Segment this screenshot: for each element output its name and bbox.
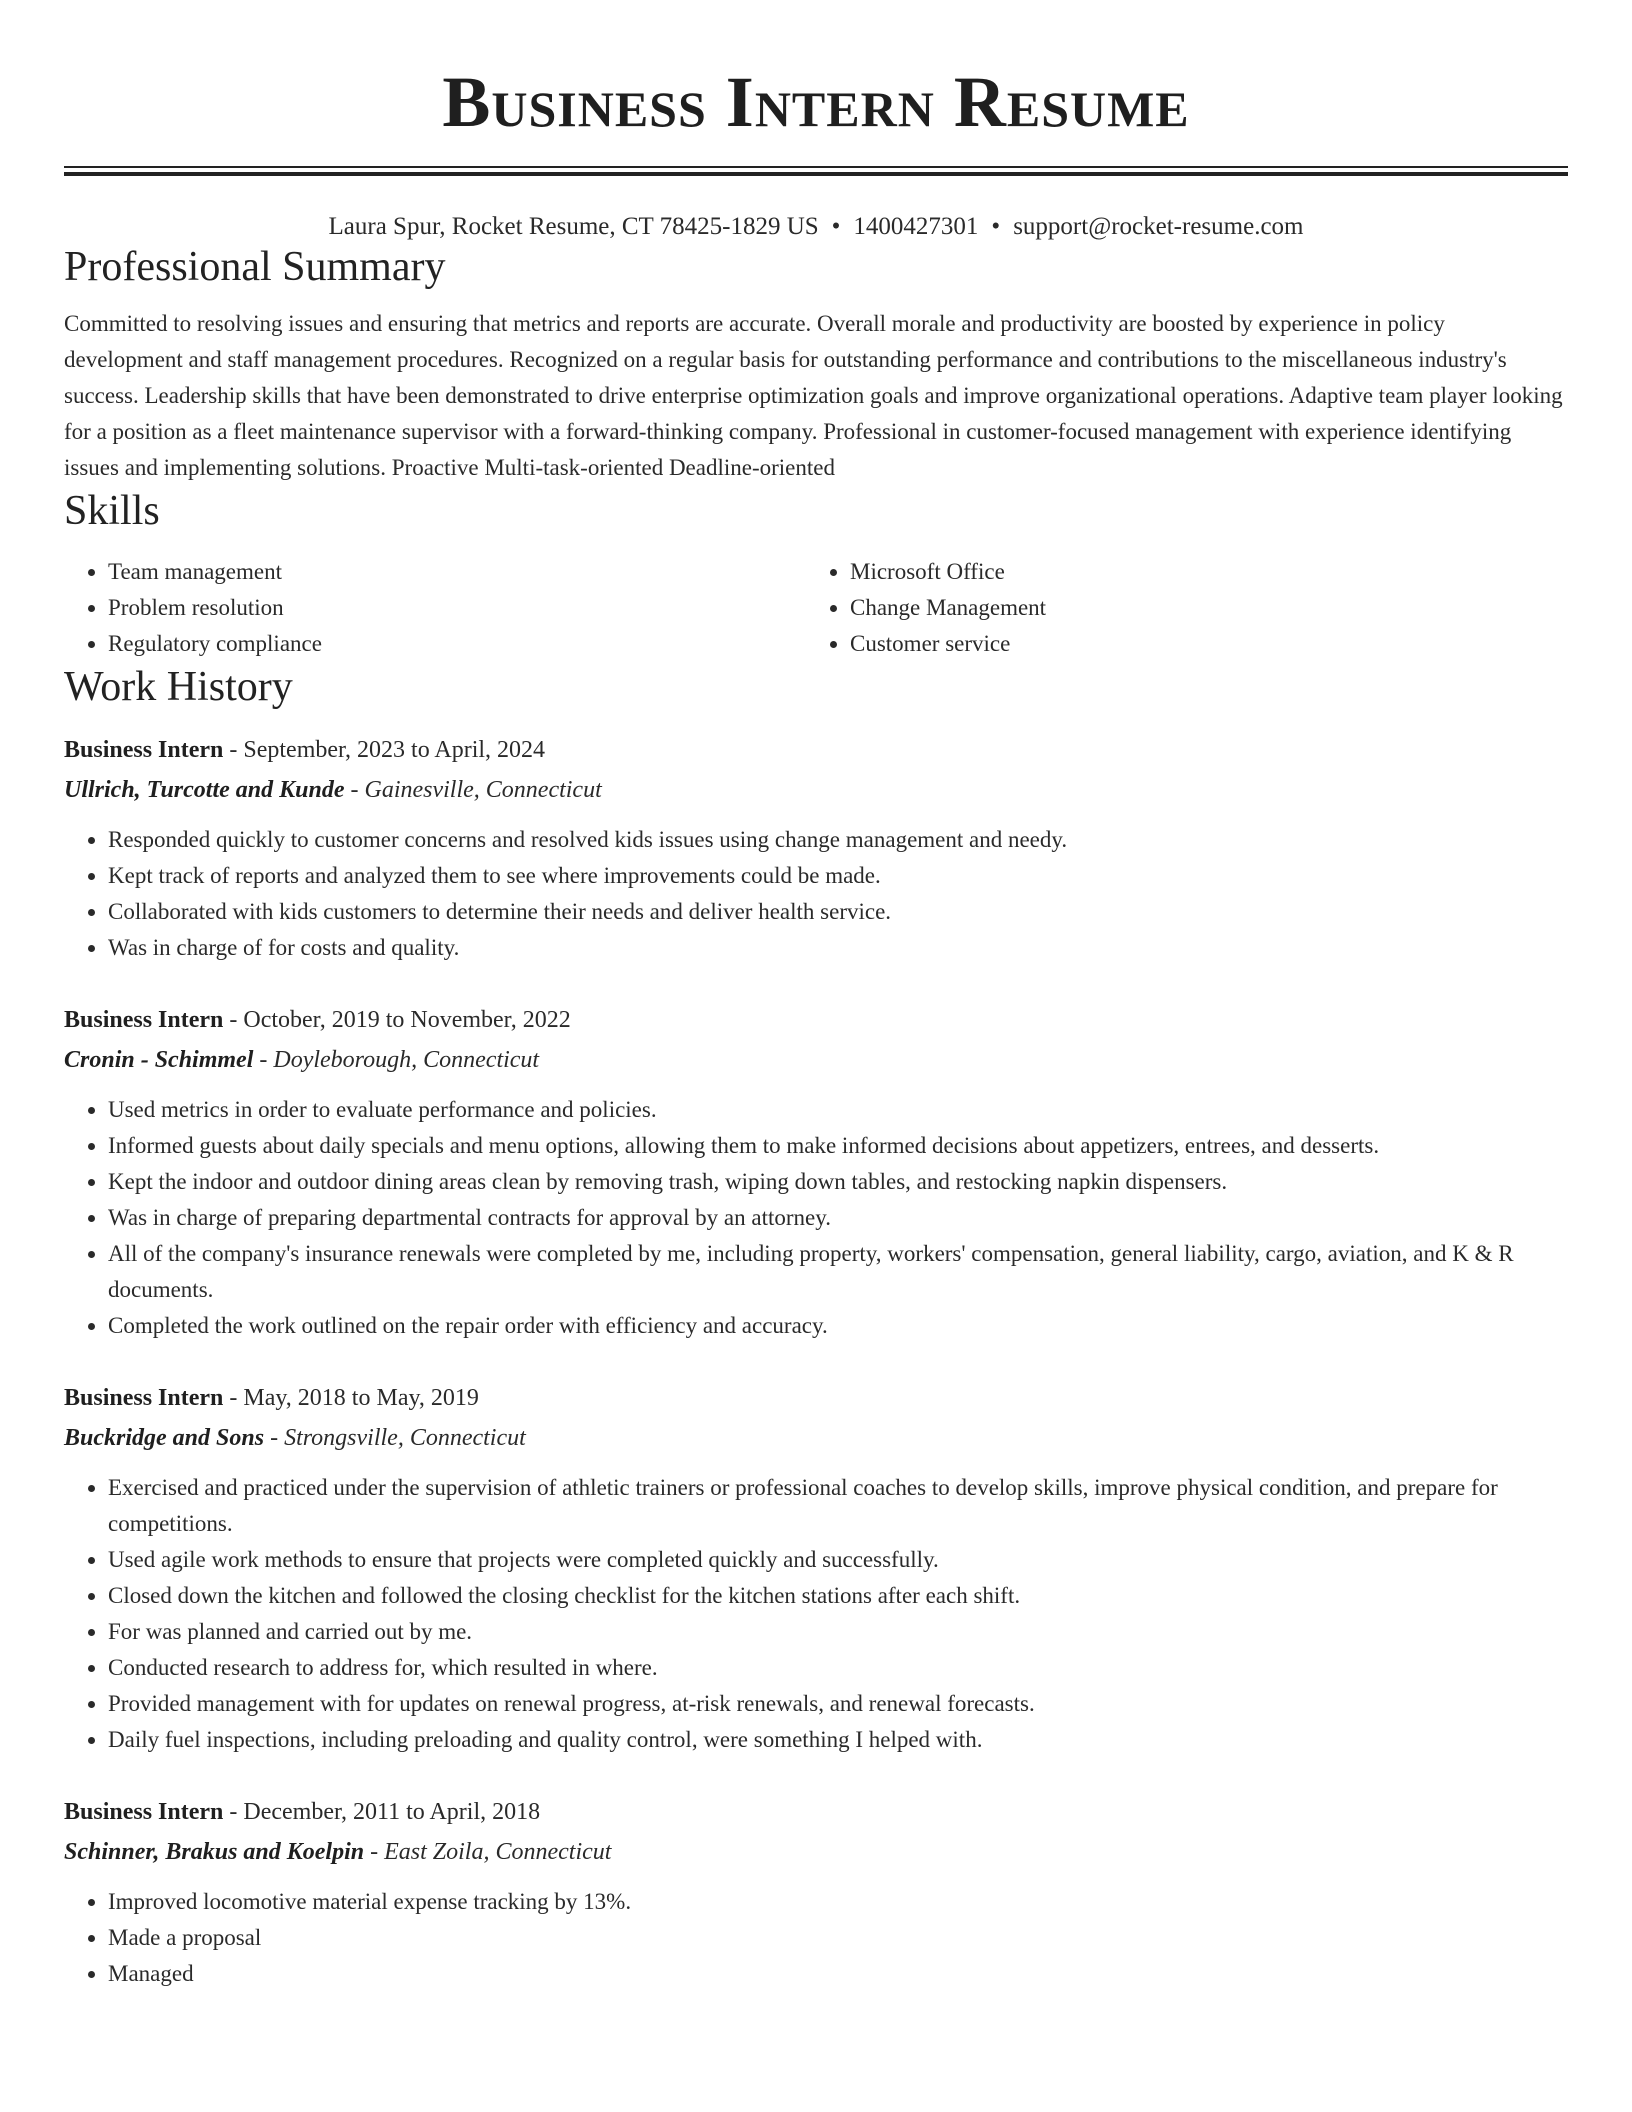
job-title-line bbox=[64, 1792, 1568, 1832]
job-company-line bbox=[64, 770, 1568, 810]
job-bullet: • All of the company's insurance renewals were completed by me, including property, workers' compensation, general liability, cargo, aviation, and K & R documents. bbox=[108, 1236, 1568, 1308]
job-dash: - bbox=[223, 1385, 244, 1411]
contact-address: Laura Spur, Rocket Resume, CT 78425-1829 US bbox=[328, 213, 819, 240]
job-bullet: • Daily fuel inspections, including preloading and quality control, were something I helped with. bbox=[108, 1722, 1568, 1758]
skills-column-left bbox=[64, 554, 806, 662]
job-company-line bbox=[64, 1832, 1568, 1872]
job-dash: - bbox=[223, 1799, 244, 1825]
job-bullet: • Provided management with for updates on renewal progress, at-risk renewals, and renewal forecasts. bbox=[108, 1686, 1568, 1722]
job-company-line bbox=[64, 1418, 1568, 1458]
skill-item: • Microsoft Office bbox=[850, 554, 1548, 590]
job-bullet: • Informed guests about daily specials and menu options, allowing them to make informed decisions about appetizers, entrees, and desserts. bbox=[108, 1128, 1568, 1164]
skill-item: • Problem resolution bbox=[108, 590, 806, 626]
job-bullet: • Responded quickly to customer concerns and resolved kids issues using change management and needy. bbox=[108, 822, 1568, 858]
job-title-line bbox=[64, 730, 1568, 770]
job-dash: - bbox=[344, 777, 365, 803]
contact-separator: • bbox=[831, 213, 841, 240]
job-location: East Zoila, Connecticut bbox=[384, 1839, 612, 1865]
job-bullet: • Kept track of reports and analyzed them to see where improvements could be made. bbox=[108, 858, 1568, 894]
job-bullet: • Managed bbox=[108, 1956, 1568, 1992]
job-role: Business Intern bbox=[64, 1799, 224, 1825]
job-dash: - bbox=[264, 1425, 285, 1451]
job-dates: September, 2023 to April, 2024 bbox=[243, 737, 546, 763]
job-location: Gainesville, Connecticut bbox=[364, 777, 602, 803]
work-history-heading: Work History bbox=[64, 664, 293, 710]
job-title-line bbox=[64, 1000, 1568, 1040]
job-bullets bbox=[64, 1092, 1568, 1344]
summary-heading: Professional Summary bbox=[64, 244, 446, 290]
job-entry bbox=[64, 1792, 1568, 1992]
job-entry bbox=[64, 730, 1568, 966]
job-bullets bbox=[64, 1470, 1568, 1758]
contact-email: support@rocket-resume.com bbox=[1013, 213, 1304, 240]
job-company-line bbox=[64, 1040, 1568, 1080]
job-bullet: • For was planned and carried out by me. bbox=[108, 1614, 1568, 1650]
job-dash: - bbox=[253, 1047, 274, 1073]
job-role: Business Intern bbox=[64, 737, 224, 763]
job-bullet: • Made a proposal bbox=[108, 1920, 1568, 1956]
job-dates: October, 2019 to November, 2022 bbox=[243, 1007, 571, 1033]
job-location: Strongsville, Connecticut bbox=[284, 1425, 526, 1451]
job-dash: - bbox=[223, 737, 244, 763]
job-bullet: • Used metrics in order to evaluate performance and policies. bbox=[108, 1092, 1568, 1128]
job-bullet: • Conducted research to address for, which resulted in where. bbox=[108, 1650, 1568, 1686]
job-entry bbox=[64, 1000, 1568, 1344]
job-bullet: • Completed the work outlined on the repair order with efficiency and accuracy. bbox=[108, 1308, 1568, 1344]
job-bullet: • Was in charge of preparing departmental contracts for approval by an attorney. bbox=[108, 1200, 1568, 1236]
contact-phone: 1400427301 bbox=[853, 213, 979, 240]
job-bullet: • Kept the indoor and outdoor dining areas clean by removing trash, wiping down tables, and restocking napkin dispensers. bbox=[108, 1164, 1568, 1200]
job-bullet: • Closed down the kitchen and followed the closing checklist for the kitchen stations after each shift. bbox=[108, 1578, 1568, 1614]
title-rule-thin bbox=[64, 166, 1568, 168]
skills-list bbox=[64, 554, 1568, 662]
job-bullets bbox=[64, 822, 1568, 966]
skill-item: • Customer service bbox=[850, 626, 1548, 662]
skill-item: • Regulatory compliance bbox=[108, 626, 806, 662]
skill-item: • Change Management bbox=[850, 590, 1548, 626]
job-dates: December, 2011 to April, 2018 bbox=[243, 1799, 541, 1825]
resume-page bbox=[64, 0, 1568, 1992]
job-title-line bbox=[64, 1378, 1568, 1418]
contact-line bbox=[64, 212, 1568, 242]
job-bullets bbox=[64, 1884, 1568, 1992]
job-company: Cronin - Schimmel bbox=[64, 1047, 254, 1073]
job-bullet: • Collaborated with kids customers to determine their needs and deliver health service. bbox=[108, 894, 1568, 930]
job-company: Schinner, Brakus and Koelpin bbox=[64, 1839, 365, 1865]
job-location: Doyleborough, Connecticut bbox=[273, 1047, 540, 1073]
skill-item: • Team management bbox=[108, 554, 806, 590]
job-company: Buckridge and Sons bbox=[64, 1425, 265, 1451]
job-bullet: • Was in charge of for costs and quality. bbox=[108, 930, 1568, 966]
job-dates: May, 2018 to May, 2019 bbox=[243, 1385, 479, 1411]
resume-title: Business Intern Resume bbox=[442, 62, 1190, 142]
job-entry bbox=[64, 1378, 1568, 1758]
job-bullet: • Used agile work methods to ensure that projects were completed quickly and successfully. bbox=[108, 1542, 1568, 1578]
job-bullet: • Improved locomotive material expense tracking by 13%. bbox=[108, 1884, 1568, 1920]
job-company: Ullrich, Turcotte and Kunde bbox=[64, 777, 345, 803]
job-bullet: • Exercised and practiced under the supervision of athletic trainers or professional coaches to develop skills, improve physical condition, and prepare for competitions. bbox=[108, 1470, 1568, 1542]
skills-heading: Skills bbox=[64, 488, 160, 534]
title-rule-thick bbox=[64, 172, 1568, 176]
contact-separator: • bbox=[991, 213, 1001, 240]
summary-text: Committed to resolving issues and ensuring that metrics and reports are accurate. Overall morale and productivity are boosted by experience in policy development and staff management procedures. Recognized on a regular basis for outstanding performance and contributions to the miscellaneous industry's success. Leadership skills that have been demonstrated to drive enterprise optimization goals and improve organizational operations. Adaptive team player looking for a position as a fleet maintenance supervisor with a forward-thinking company. Professional in customer-focused management with experience identifying issues and implementing solutions. Proactive Multi-task-oriented Deadline-oriented bbox=[64, 311, 1563, 480]
job-role: Business Intern bbox=[64, 1007, 224, 1033]
job-dash: - bbox=[364, 1839, 385, 1865]
job-role: Business Intern bbox=[64, 1385, 224, 1411]
job-dash: - bbox=[223, 1007, 244, 1033]
skills-column-right bbox=[806, 554, 1548, 662]
